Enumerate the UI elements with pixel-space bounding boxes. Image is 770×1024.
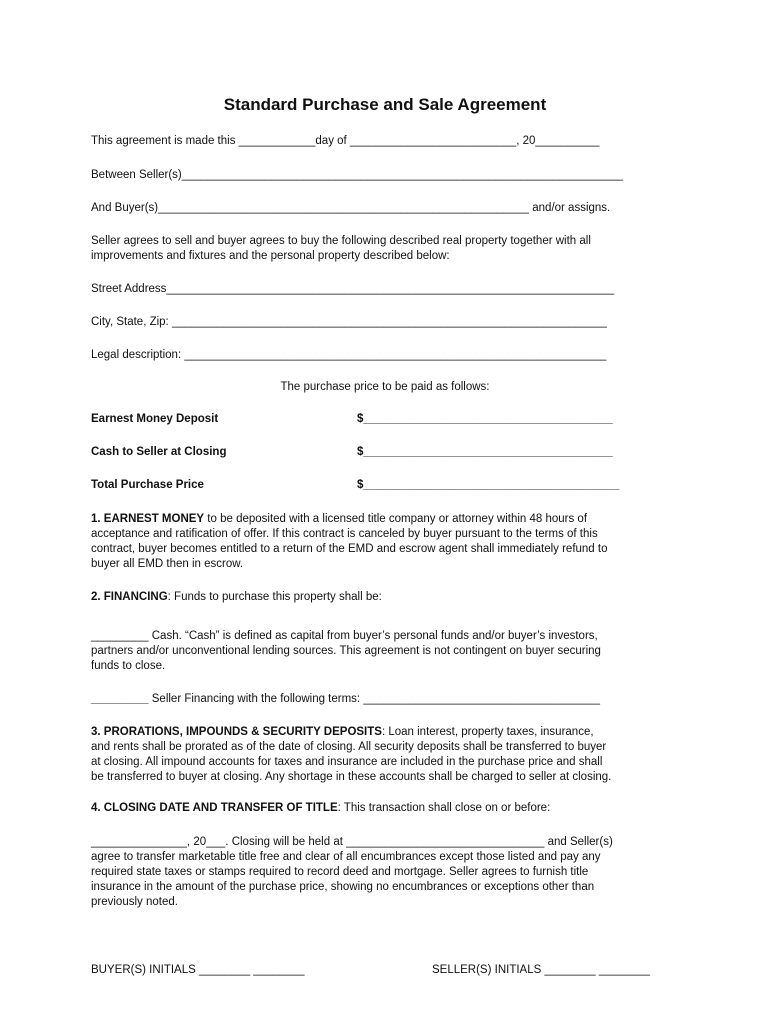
document-title: Standard Purchase and Sale Agreement [223,95,547,114]
earnest-money-text-4: buyer all EMD then in escrow. [91,558,244,570]
cash-option-line-3: funds to close. [91,660,166,672]
property-intro-line-1: Seller agrees to sell and buyer agrees to buy the following described real property together with all [91,235,591,247]
total-purchase-price-label: Total Purchase Price [91,479,204,491]
seller-financing-blank: _________ [91,693,149,705]
buyer-line: And Buyer(s)__________________________________________________________ and/or assigns. [91,202,611,214]
prorations-text-1: : Loan interest, property taxes, insurance, [381,726,594,738]
closing-text-4: insurance in the amount of the purchase price, showing no encumbrances or exceptions other than [91,881,595,893]
cash-option-line-2: partners and/or unconventional lending sources. This agreement is not contingent on buyer securing [91,645,601,657]
seller-initials: SELLER(S) INITIALS ________ ________ [432,964,651,976]
street-address-line: Street Address______________________________________________________________________ [91,283,615,295]
prorations-text-4: be transferred to buyer at closing. Any shortage in these accounts shall be charged to seller at closing. [91,771,612,783]
closing-text-5: previously noted. [91,896,178,908]
seller-line: Between Seller(s)_____________________________________________________________________ [91,169,624,181]
closing-text-3: required state taxes or stamps required to record deed and mortgage. Seller agrees to furnish title [91,866,589,878]
cash-to-seller-value: $_______________________________________ [357,446,613,458]
property-intro-line-2: improvements and fixtures and the personal property described below: [91,250,450,262]
closing-text: : This transaction shall close on or before: [337,802,551,814]
buyer-initials: BUYER(S) INITIALS ________ ________ [91,964,305,976]
agreement-date-line: This agreement is made this ____________day of __________________________, 20__________ [91,135,600,147]
city-state-zip-line: City, State, Zip: ____________________________________________________________________ [91,316,607,328]
earnest-money-heading: 1. EARNEST MONEY [91,513,205,525]
earnest-money-section-line-1 [91,512,681,527]
prorations-heading: 3. PRORATIONS, IMPOUNDS & SECURITY DEPOSITS [91,726,382,738]
closing-heading: 4. CLOSING DATE AND TRANSFER OF TITLE [91,802,338,814]
earnest-money-text-2: acceptance and ratification of offer. If this contract is canceled by buyer pursuant to the terms of this [91,528,598,540]
closing-text-2: agree to transfer marketable title free and clear of all encumbrances except those listed and pay any [91,851,601,863]
closing-section-line [91,801,681,816]
legal-description-line: Legal description: __________________________________________________________________ [91,349,607,361]
prorations-text-2: and rents shall be prorated as of the date of closing. All security deposits shall be transferred to buyer [91,741,607,753]
earnest-money-value: $_______________________________________ [357,413,613,425]
earnest-money-label: Earnest Money Deposit [91,413,219,425]
financing-heading: 2. FINANCING [91,591,168,603]
closing-text-1: _______________, 20___. Closing will be held at _______________________________ and Seller(s) [91,836,613,848]
earnest-money-text-3: contract, buyer becomes entitled to a return of the EMD and escrow agent shall immediately refund to [91,543,608,555]
earnest-money-text-1: to be deposited with a licensed title company or attorney within 48 hours of [204,513,588,525]
financing-text: : Funds to purchase this property shall be: [167,591,382,603]
prorations-section-line-1 [91,725,681,740]
total-purchase-price-value: $________________________________________ [357,479,620,491]
cash-option-line-1: _________ Cash. “Cash” is defined as capital from buyer’s personal funds and/or buyer’s investors, [91,630,598,642]
prorations-text-3: at closing. All impound accounts for taxes and insurance are included in the purchase price and shall [91,756,603,768]
financing-section-line [91,590,681,605]
seller-financing-text: Seller Financing with the following terms: _____________________________________ [148,693,600,705]
cash-to-seller-label: Cash to Seller at Closing [91,446,227,458]
seller-financing-line [91,692,681,707]
price-intro: The purchase price to be paid as follows: [280,381,490,393]
